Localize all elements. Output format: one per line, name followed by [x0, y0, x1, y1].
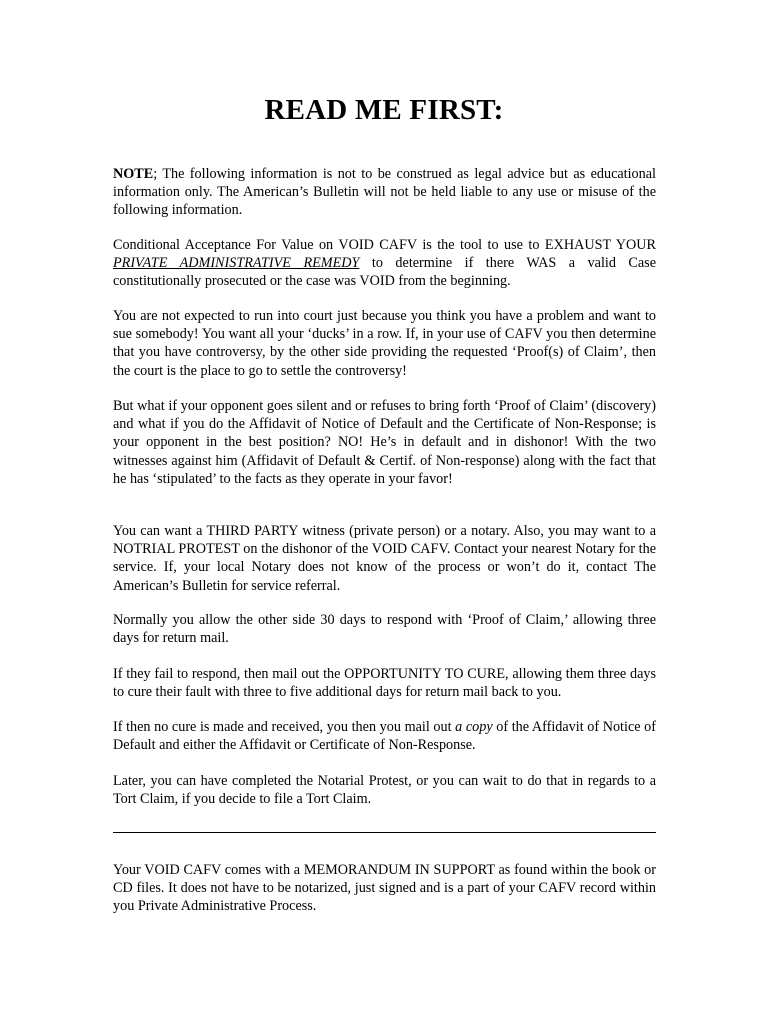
a-copy-emphasis: a copy: [455, 719, 493, 735]
thirty-days-paragraph: Normally you allow the other side 30 days to respond with ‘Proof of Claim,’ allowing three days for return mail.: [113, 612, 656, 647]
cafv-paragraph: [113, 236, 656, 291]
silent-opponent-paragraph: But what if your opponent goes silent and or refuses to bring forth ‘Proof of Claim’ (discovery) and what if you do the Affidavit of Notice of Default and the Certificate of Non-Response; is your opponent in the best position? NO! He’s in default and in dishonor! With the two witnesses against him (Affidavit of Default & Certif. of Non-response) along with the fact that he has ‘stipulated’ to the facts as they operate in your favor!: [113, 398, 656, 487]
memorandum-paragraph: Your VOID CAFV comes with a MEMORANDUM IN SUPPORT as found within the book or CD files. It does not have to be notarized, just signed and is a part of your CAFV record within you Private Administrative Process.: [113, 862, 656, 915]
note-label: NOTE: [113, 166, 154, 182]
note-paragraph: [113, 165, 656, 220]
note-text: ; The following information is not to be construed as legal advice but as educational information only. The American’s Bulletin will not be held liable to any use or misuse of the following information.: [113, 166, 656, 219]
no-cure-text-after: of the Affidavit of Notice of Default and either the Affidavit or Certificate of Non-Response.: [113, 719, 656, 754]
court-paragraph: You are not expected to run into court just because you think you have a problem and want to sue somebody! You want all your ‘ducks’ in a row. If, in your use of CAFV you then determine that you have controversy, by the other side providing the requested ‘Proof(s) of Claim’, then the court is the place to go to settle the controversy!: [113, 308, 656, 379]
no-cure-text-before: If then no cure is made and received, you then you mail out: [113, 719, 456, 735]
cafv-text-before: Conditional Acceptance For Value on VOID CAFV is the tool to use to EXHAUST YOUR: [113, 237, 656, 253]
opportunity-to-cure-paragraph: If they fail to respond, then mail out the OPPORTUNITY TO CURE, allowing them three days to cure their fault with three to five additional days for return mail back to you.: [113, 666, 656, 701]
witness-paragraph: You can want a THIRD PARTY witness (private person) or a notary. Also, you may want to a NOTRIAL PROTEST on the dishonor of the VOID CAFV. Contact your nearest Notary for the service. If, your local Notary does not know of the process or won’t do it, contact The American’s Bulletin for service referral.: [113, 523, 656, 594]
cafv-text-after: to determine if there WAS a valid Case constitutionally prosecuted or the case was VOID from the beginning.: [113, 255, 657, 290]
horizontal-divider: [113, 832, 656, 833]
later-paragraph: Later, you can have completed the Notarial Protest, or you can wait to do that in regards to a Tort Claim, if you decide to file a Tort Claim.: [113, 773, 656, 808]
private-remedy-emphasis: PRIVATE ADMINISTRATIVE REMEDY: [113, 255, 360, 272]
page-title: READ ME FIRST:: [264, 94, 504, 126]
no-cure-paragraph: [113, 718, 656, 754]
